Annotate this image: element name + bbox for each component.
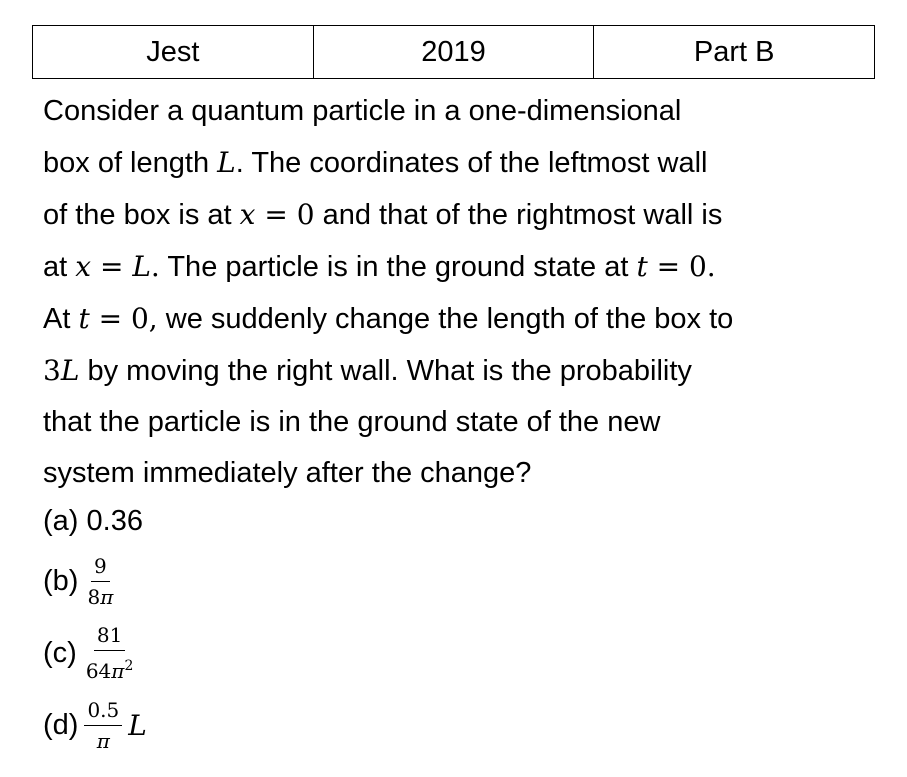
option-b-label: (b): [43, 564, 79, 597]
math-var-t: t: [636, 250, 648, 283]
math-var-L: L: [128, 708, 147, 742]
math-var-L: L: [132, 250, 151, 283]
header-part-cell: Part B: [594, 26, 875, 79]
header-table: [32, 25, 875, 79]
math-eq: =: [91, 250, 133, 283]
math-var-L: L: [60, 354, 80, 387]
math-var-x: x: [239, 198, 256, 231]
fraction-denominator: $64\pi^2$: [85, 658, 134, 683]
fraction-denominator: 8π: [87, 584, 114, 609]
option-c[interactable]: [43, 617, 147, 689]
math-var-L: L: [217, 146, 236, 179]
option-d-fraction: [84, 697, 122, 754]
option-b-fraction: [84, 553, 116, 610]
header-year-cell: 2019: [313, 26, 594, 79]
math-var-t: t: [78, 302, 90, 335]
question-line-2: box of length L. The coordinates of the leftmost wall: [43, 146, 708, 179]
header-row: [33, 26, 875, 79]
question-line-3: of the box is at x = 0 and that of the rightmost wall is: [43, 198, 723, 231]
question-line-4: at x = L. The particle is in the ground state at t = 0.: [43, 250, 716, 283]
option-c-label: (c): [43, 636, 77, 669]
option-d-label: (d): [43, 708, 79, 741]
question-line-8: system immediately after the change?: [43, 457, 532, 489]
fraction-numerator: 0.5: [84, 697, 122, 726]
math-eq: = 0.: [647, 250, 716, 283]
question-line-6: 3L by moving the right wall. What is the probability: [43, 354, 692, 387]
option-a-label: (a): [43, 504, 79, 537]
option-a[interactable]: [43, 497, 147, 545]
option-c-fraction: [83, 622, 137, 684]
math-eq: = 0,: [89, 302, 158, 335]
fraction-numerator: 81: [94, 622, 125, 651]
fraction-numerator: 9: [91, 553, 110, 582]
option-d[interactable]: [43, 689, 147, 761]
math-var-x: x: [75, 250, 92, 283]
answer-options: [43, 497, 147, 761]
math-eq: = 0: [255, 198, 315, 231]
question-text: [43, 86, 893, 499]
question-line-5: At t = 0, we suddenly change the length of the box to: [43, 302, 734, 335]
question-line-1: Consider a quantum particle in a one-dimensional: [43, 95, 682, 127]
header-exam-cell: Jest: [33, 26, 314, 79]
option-a-value: 0.36: [78, 504, 143, 537]
option-b[interactable]: [43, 545, 147, 617]
fraction-denominator: π: [96, 728, 110, 753]
question-line-7: that the particle is in the ground state of the new: [43, 406, 661, 438]
